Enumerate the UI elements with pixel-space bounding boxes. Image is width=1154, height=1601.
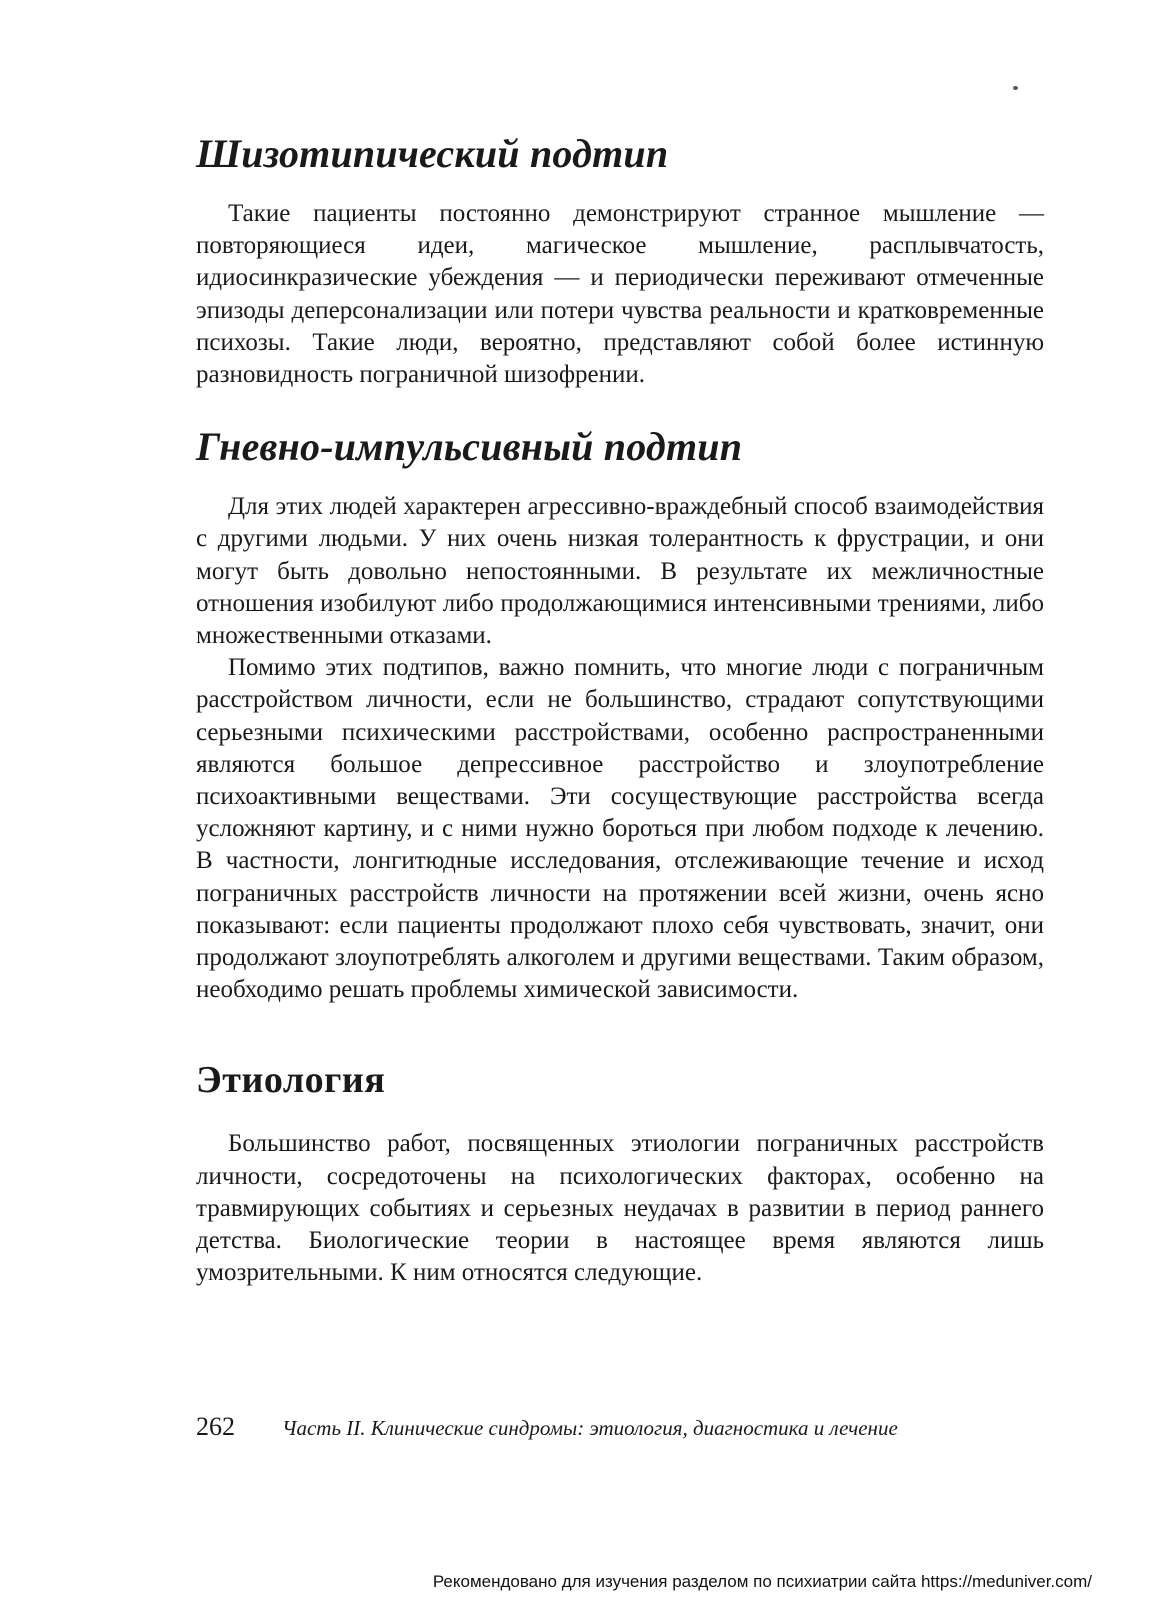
paragraph: Для этих людей характерен агрессивно-враждебный способ взаимодействия с другими людьми. У них очень низкая толерантность к фрустрации, и они могут быть довольно непостоянными. В результате их межличностные отношения изобилуют либо продолжающимися интенсивными трениями, либо множественными отказами. xyxy=(196,493,1044,650)
watermark-text: Рекомендовано для изучения разделом по психиатрии сайта https://meduniver.com/ xyxy=(432,1572,1092,1591)
paragraph: Такие пациенты постоянно демонстрируют странное мышление — повторяющиеся идеи, магическое мышление, расплывчатость, идиосинкразические убеждения — и периодически переживают отмеченные эпизоды деперсонализации или потери чувства реальности и кратковременные психозы. Такие люди, вероятно, представляют собой более истинную разновидность пограничной шизофрении. xyxy=(196,200,1044,389)
section-heading-etiology: Этиология xyxy=(196,1059,386,1102)
section-heading-anger-impulsive: Гневно-импульсивный подтип xyxy=(196,424,743,470)
page-footer xyxy=(196,1412,1044,1448)
page-number: 262 xyxy=(196,1412,235,1441)
section-heading-schizotypal: Шизотипический подтип xyxy=(196,131,669,176)
scan-speck xyxy=(1013,86,1018,90)
paragraph: Большинство работ, посвященных этиологии пограничных расстройств личности, сосредоточены на психологических факторах, особенно на травмирующих событиях и серьезных неудачах в развитии в период раннего детства. Биологические теории в настоящее время являются лишь умозрительными. К ним относятся следующие. xyxy=(196,1130,1044,1287)
page-content xyxy=(196,128,1044,1289)
paragraph: Помимо этих подтипов, важно помнить, что многие люди с пограничным расстройством личности, если не большинство, страдают сопутствующими серьезными психическими расстройствами, особенно распространенными являются большое депрессивное расстройство и злоупотребление психоактивными веществами. Эти сосуществующие расстройства всегда усложняют картину, и с ними нужно бороться при любом подходе к лечению. В частности, лонгитюдные исследования, отслеживающие течение и исход пограничных расстройств личности на протяжении всей жизни, очень ясно показывают: если пациенты продолжают плохо себя чувствовать, значит, они продолжают злоупотреблять алкоголем и другими веществами. Таким образом, необходимо решать проблемы химической зависимости. xyxy=(196,654,1044,1004)
running-title: Часть II. Клинические синдромы: этиология, диагностика и лечение xyxy=(282,1416,898,1440)
